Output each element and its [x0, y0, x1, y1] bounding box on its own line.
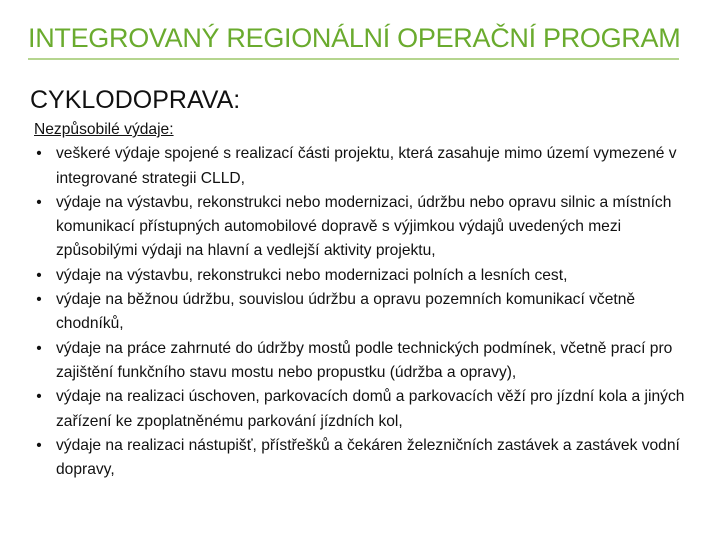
list-item-text: výdaje na realizaci úschoven, parkovacích domů a parkovacích věží pro jízdní kola a jiných zařízení ke zpoplatněnému parkování jízdních kol,	[56, 388, 685, 430]
bullet-icon: •	[36, 266, 42, 284]
list-item	[34, 434, 694, 483]
list-item	[34, 288, 694, 337]
header	[28, 20, 680, 56]
header-divider	[28, 58, 679, 60]
program-title: INTEGROVANÝ REGIONÁLNÍ OPERAČNÍ PROGRAM	[28, 23, 681, 53]
ineligible-expenses-list	[34, 142, 694, 482]
list-item-text: veškeré výdaje spojené s realizací části projektu, která zasahuje mimo území vymezené v integrované strategii CLLD,	[56, 145, 677, 187]
list-item	[34, 337, 694, 386]
content-body	[34, 118, 694, 482]
list-item-text: výdaje na realizaci nástupišť, přístřešků a čekáren železničních zastávek a zastávek vodní dopravy,	[56, 436, 680, 479]
list-item-text: výdaje na běžnou údržbu, souvislou údržbu a opravu pozemních komunikací včetně chodníků,	[56, 291, 636, 333]
bullet-icon: •	[36, 388, 42, 406]
bullet-icon: •	[36, 339, 42, 357]
list-item	[34, 264, 694, 288]
list-item-text: výdaje na výstavbu, rekonstrukci nebo modernizaci polních a lesních cest,	[56, 266, 568, 284]
list-item	[34, 385, 694, 434]
bullet-icon: •	[36, 291, 42, 309]
bullet-icon: •	[36, 145, 42, 163]
list-item	[34, 191, 694, 264]
list-item-text: výdaje na práce zahrnuté do údržby mostů podle technických podmínek, včetně prací pro zajištění funkčního stavu mostu nebo propustku (údržba a opravy),	[56, 339, 673, 381]
content-heading: Nezpůsobilé výdaje:	[34, 121, 174, 138]
bullet-icon: •	[36, 193, 42, 211]
section-title: CYKLODOPRAVA:	[30, 86, 241, 114]
list-item-text: výdaje na výstavbu, rekonstrukci nebo modernizaci, údržbu nebo opravu silnic a místních komunikací přístupných automobilové dopravě s výjimkou výdajů uvedených mezi způsobilými výdaji na hlavní a vedlejší aktivity projektu,	[56, 193, 672, 260]
bullet-icon: •	[36, 436, 42, 454]
list-item	[34, 142, 694, 191]
